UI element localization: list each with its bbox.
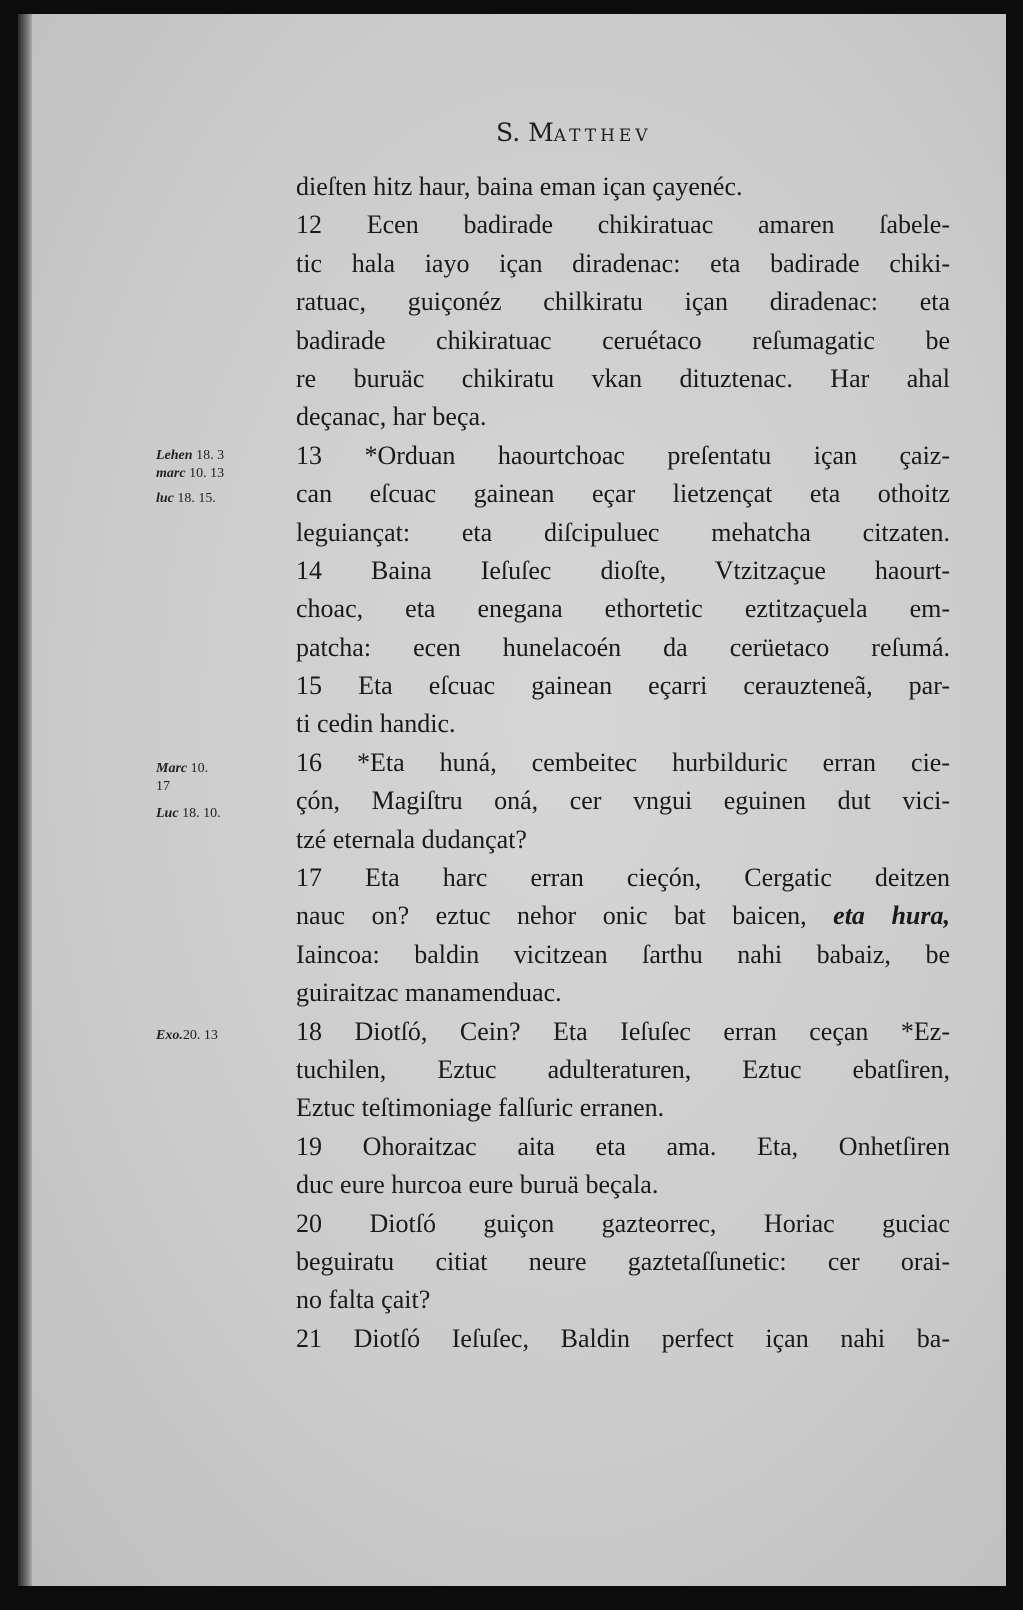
body-text [296,168,950,1358]
margin-note-marc: marc 10. 13 [156,466,225,481]
text-line: çón, Magiſtru oná, cer vngui eguinen dut vici- [296,786,950,816]
text-line: duc eure hurcoa eure buruä beçala. [296,1170,659,1200]
text-line: guiraitzac manamenduac. [296,978,562,1008]
text-line: 18 Diotſó, Cein? Eta Ieſuſec erran ceçan *Ez- [296,1016,950,1046]
text-line: ratuac, guiçonéz chilkiratu içan diradenac: eta [296,287,950,317]
running-head-rest: ATTHEV [553,126,652,146]
text-line: 15 Eta eſcuac gainean eçarri cerauzteneã, par- [296,671,950,701]
text-line: deçanac, har beça. [296,402,487,432]
running-head-prefix: S. M [496,118,554,147]
text-line: 16 *Eta huná, cembeitec hurbilduric erran cie- [296,747,950,777]
text-line: tic hala iayo içan diradenac: eta badirade chiki- [296,248,950,278]
text-line: no falta çait? [296,1285,431,1315]
text-line: re buruäc chikiratu vkan dituztenac. Har ahal [296,363,950,393]
margin-note-luc: luc 18. 15. [156,491,216,506]
text-line: dieſten hitz haur, baina eman içan çayenéc. [296,172,743,201]
margin-note-17: 17 [156,779,170,794]
margin-note-marc-10: Marc 10. [156,761,209,776]
text-line: can eſcuac gainean eçar lietzençat eta othoitz [296,479,950,509]
text-line: 13 *Orduan haourtchoac preſentatu içan çaiz- [296,440,950,470]
text-line: patcha: ecen hunelacoén da cerüetaco reſumá. [296,632,950,662]
text-line: tzé eternala dudançat? [296,824,527,854]
text-line: Iaincoa: baldin vicitzean ſarthu nahi babaiz, be [296,939,950,969]
text-line: 21 Diotſó Ieſuſec, Baldin perfect içan nahi ba- [296,1323,950,1353]
text-line: leguiançat: eta diſcipuluec mehatcha citzaten. [296,517,950,547]
text-line: choac, eta enegana ethortetic eztitzaçuela em- [296,594,950,624]
running-head [496,118,652,147]
text-line: beguiratu citiat neure gaztetaſſunetic: cer orai- [296,1246,950,1276]
margin-note-exo: Exo.20. 13 [156,1028,218,1043]
margin-note-lehen: Lehen 18. 3 [156,448,225,463]
text-line: 17 Eta harc erran cieçón, Cergatic deitzen [296,863,950,893]
text-line: ti cedin handic. [296,709,456,739]
margin-note-luc-18: Luc 18. 10. [156,806,221,821]
text-line: 20 Diotſó guiçon gazteorrec, Horiac guciac [296,1208,950,1238]
text-line: nauc on? eztuc nehor onic bat baicen, eta hura, [296,901,950,931]
text-line: Eztuc teſtimoniage falſuric erranen. [296,1093,665,1123]
text-line: tuchilen, Eztuc adulteraturen, Eztuc ebatſiren, [296,1054,950,1084]
text-line: 12 Ecen badirade chikiratuac amaren ſabele- [296,210,950,240]
page-binding-shadow [18,14,32,1586]
book-page [18,14,1006,1586]
text-line: 19 Ohoraitzac aita eta ama. Eta, Onhetſiren [296,1131,950,1161]
text-line: badirade chikiratuac ceruétaco reſumagatic be [296,325,950,355]
text-line: 14 Baina Ieſuſec dioſte, Vtzitzaçue haourt- [296,555,950,585]
